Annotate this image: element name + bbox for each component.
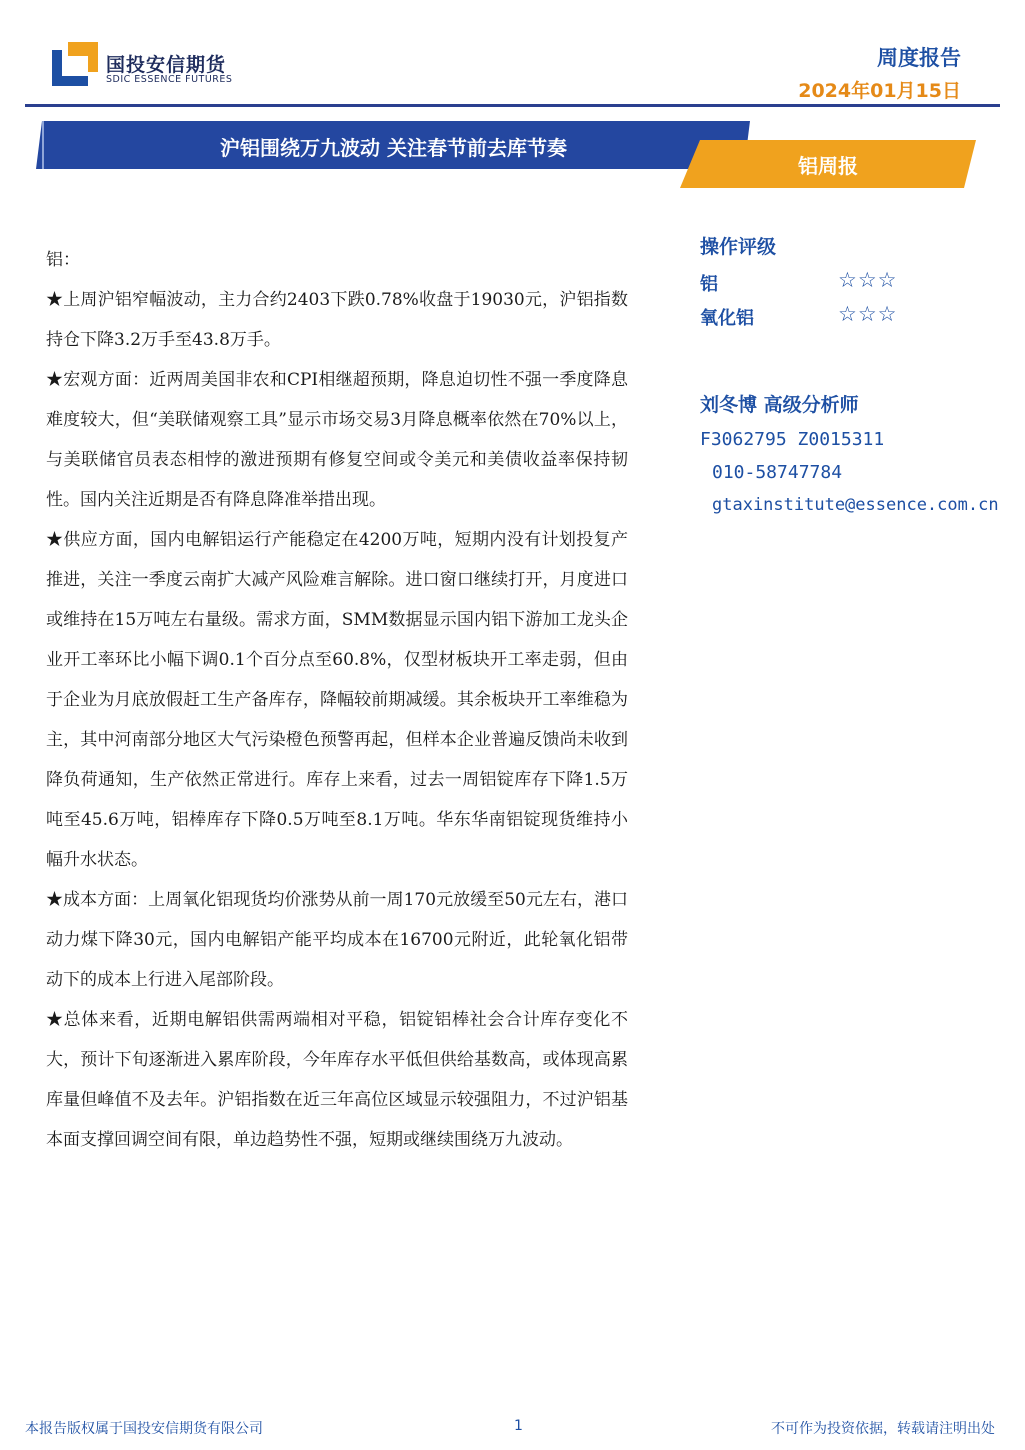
logo-mark-icon	[52, 42, 98, 86]
rating-name: 铝	[700, 274, 718, 295]
paragraph-macro: ★宏观方面：近两周美国非农和CPI相继超预期，降息迫切性不强一季度降息难度较大，但“美联储观察工具”显示市场交易3月降息概率依然在70%以上，与美联储官员表态相悖的激进预期有修复空间或令美元和美债收益率保持韧性。国内关注近期是否有降息降准举措出现。	[46, 370, 628, 510]
category-tag-label: 铝周报	[798, 154, 858, 178]
logo-chinese-name: 国投安信期货	[106, 54, 227, 76]
rating-row-aluminum	[700, 270, 1020, 304]
analyst-name: 刘冬博 高级分析师	[700, 394, 859, 416]
report-date: 2024年01月15日	[798, 80, 961, 102]
star-rating-icon: ☆☆☆	[838, 268, 898, 292]
star-rating-icon: ☆☆☆	[838, 302, 898, 326]
section-label: 铝：	[46, 250, 80, 270]
sidebar	[700, 232, 1020, 515]
report-title: 沪铝围绕万九波动 关注春节前去库节奏	[220, 136, 567, 160]
analyst-license-ids: F3062795 Z0015311	[700, 429, 885, 450]
paragraph-cost: ★成本方面：上周氧化铝现货均价涨势从前一周170元放缓至50元左右，港口动力煤下降30元，国内电解铝产能平均成本在16700元附近，此轮氧化铝带动下的成本上行进入尾部阶段。	[46, 890, 628, 990]
analyst-phone: 010-58747784	[712, 462, 843, 483]
footer-disclaimer: 不可作为投资依据，转载请注明出处	[771, 1421, 995, 1437]
footer-copyright: 本报告版权属于国投安信期货有限公司	[25, 1421, 263, 1437]
paragraph-market: ★上周沪铝窄幅波动，主力合约2403下跌0.78%收盘于19030元，沪铝指数持仓下降3.2万手至43.8万手。	[46, 290, 628, 350]
report-body	[46, 240, 628, 1160]
company-logo	[52, 40, 252, 90]
paragraph-summary: ★总体来看，近期电解铝供需两端相对平稳，铝锭铝棒社会合计库存变化不大，预计下旬逐渐进入累库阶段，今年库存水平低但供给基数高，或体现高累库量但峰值不及去年。沪铝指数在近三年高位区域显示较强阻力，不过沪铝基本面支撑回调空间有限，单边趋势性不强，短期或继续围绕万九波动。	[46, 1010, 628, 1150]
header-divider	[25, 104, 1000, 107]
analyst-email[interactable]: gtaxinstitute@essence.com.cn	[712, 495, 999, 515]
logo-english-name: SDIC ESSENCE FUTURES	[106, 74, 233, 85]
rating-row-alumina	[700, 304, 1020, 338]
report-type: 周度报告	[877, 46, 961, 70]
rating-heading: 操作评级	[700, 236, 777, 258]
page-number: 1	[514, 1418, 523, 1434]
paragraph-supply-demand: ★供应方面，国内电解铝运行产能稳定在4200万吨，短期内没有计划投复产推进，关注一季度云南扩大减产风险难言解除。进口窗口继续打开，月度进口或维持在15万吨左右量级。需求方面，SMM数据显示国内铝下游加工龙头企业开工率环比小幅下调0.1个百分点至60.8%，仅型材板块开工率走弱，但由于企业为月底放假赶工生产备库存，降幅较前期减缓。其余板块开工率维稳为主，其中河南部分地区大气污染橙色预警再起，但样本企业普遍反馈尚未收到降负荷通知，生产依然正常进行。库存上来看，过去一周铝锭库存下降1.5万吨至45.6万吨，铝棒库存下降0.5万吨至8.1万吨。华东华南铝锭现货维持小幅升水状态。	[46, 530, 628, 870]
rating-name: 氧化铝	[700, 308, 754, 329]
